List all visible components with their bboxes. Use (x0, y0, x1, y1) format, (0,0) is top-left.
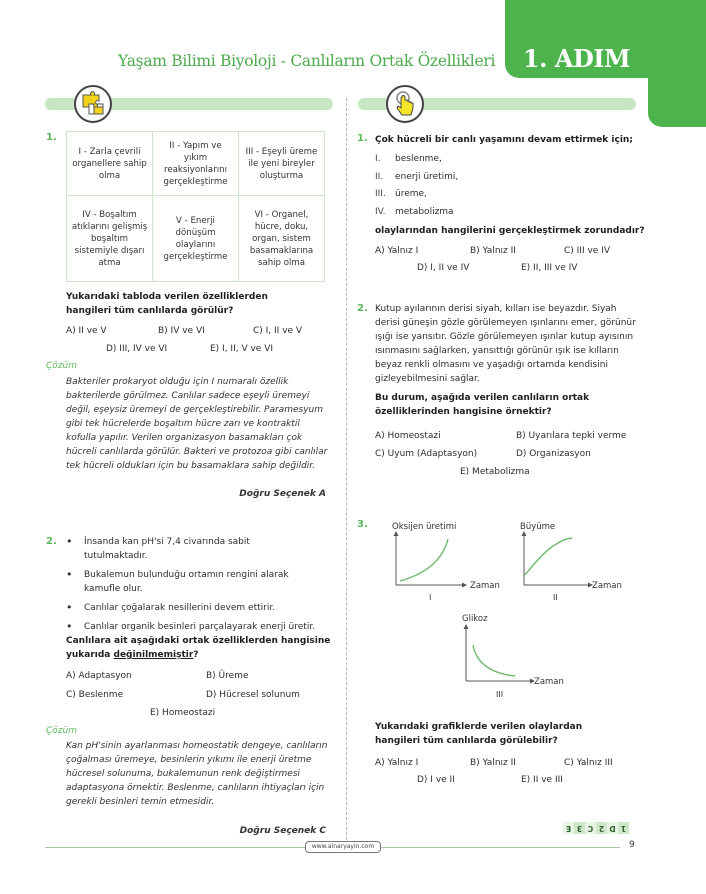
graph-2-id: II (553, 593, 558, 602)
graph-2-ylabel: Büyüme (520, 522, 556, 532)
list-item (375, 169, 458, 187)
option-b[interactable]: B) Yalnız II (470, 758, 516, 768)
step-label: 1. ADIM (522, 44, 631, 73)
answer-key-answer: E (563, 822, 574, 834)
option-c[interactable]: C) Uyum (Adaptasyon) (375, 449, 478, 459)
graphs-figure (360, 515, 640, 715)
option-e[interactable]: E) II ve III (521, 775, 563, 785)
option-a[interactable]: A) II ve V (66, 326, 107, 336)
list-text: üreme, (395, 189, 427, 199)
option-c[interactable]: C) Yalnız III (564, 758, 613, 768)
puzzle-icon (74, 85, 112, 123)
table-cell: V - Enerji dönüşüm olaylarını gerçekleştirme (153, 196, 239, 282)
answer-key-answer: D (607, 822, 618, 834)
list-item (375, 186, 458, 204)
graph-3-ylabel: Glikoz (462, 614, 488, 624)
answer-key-number: 2 (596, 822, 607, 834)
option-e[interactable]: E) Homeostazi (150, 708, 216, 718)
list-numeral: II. (375, 171, 384, 182)
question-emphasis: değinilmemiştir (113, 650, 194, 660)
graph-2 (520, 522, 622, 602)
option-e[interactable]: E) Metabolizma (460, 467, 530, 477)
step-tab-extension (648, 70, 706, 127)
list-numeral: IV. (375, 206, 386, 217)
page-number: 9 (629, 840, 635, 850)
question-number: 3. (357, 519, 368, 530)
features-table (66, 131, 325, 282)
question-main: Canlılara ait aşağıdaki ortak özelliklerden hangisine yukarıda (66, 636, 331, 660)
list-numeral: I. (375, 154, 381, 164)
option-a[interactable]: A) Adaptasyon (66, 671, 132, 681)
answer-key-answer: C (585, 822, 596, 834)
table-cell: III - Eşeyli üreme ile yeni bireyler oluşturma (239, 132, 325, 196)
option-a[interactable]: A) Homeostazi (375, 431, 441, 441)
statement-item: • İnsanda kan pH'si 7,4 civarında sabit tutulmaktadır. (66, 535, 281, 563)
question-text: olaylarından hangilerini gerçekleştirmek zorundadır? (375, 226, 645, 236)
option-d[interactable]: D) Hücresel solunum (206, 690, 300, 700)
option-b[interactable]: B) Yalnız II (470, 246, 516, 256)
statement-item: • Bukalemun bulunduğu ortamın rengini alarak kamufle olur. (66, 568, 326, 596)
list-text: metabolizma (395, 206, 454, 217)
graph-3-xlabel: Zaman (534, 677, 564, 687)
statement-list (66, 535, 341, 639)
solution-text: Bakteriler prokaryot olduğu için I numaralı özellik bakterilerde görülmez. Canlılar sadece eşeyli üremeyi değil, eşeysiz üremeyi de gerçekleştirebilir. Paramesyum gibi tek hücrelerde boşaltım hücre zarı ve kontraktil kofulla yapılır. Verilen organizasyon basamakları çok hücreli canlılarda görülür. Bakteri ve protozoa gibi canlılar tek hücreli oldukları için bu basamaklara sahip değildir. (66, 377, 328, 471)
option-d[interactable]: D) I ve II (417, 775, 455, 785)
question-number: 1. (46, 132, 57, 143)
question-number: 1. (357, 133, 368, 144)
option-d[interactable]: D) III, IV ve VI (106, 344, 168, 354)
answer-key-number: 1 (618, 822, 629, 834)
option-a[interactable]: A) Yalnız I (375, 246, 419, 256)
graph-1-id: I (429, 593, 432, 602)
option-c[interactable]: C) III ve IV (564, 246, 611, 256)
column-divider (346, 98, 347, 850)
graph-2-xlabel: Zaman (592, 581, 622, 591)
hand-pointer-icon (386, 85, 424, 123)
question-number: 2. (46, 536, 57, 547)
table-cell: VI - Organel, hücre, doku, organ, sistem basamaklarına sahip olma (239, 196, 325, 282)
option-c[interactable]: C) I, II ve V (253, 326, 303, 336)
graph-1 (392, 522, 500, 602)
question-text: Bu durum, aşağıda verilen canlıların ortak özelliklerinden hangisine örnektir? (375, 393, 590, 417)
website-link[interactable]: www.ainaryayin.com (305, 841, 381, 853)
passage-text: Kutup ayılarının derisi siyah, kılları ise beyazdır. Siyah derisi güneşin gözle görülemeyen ışınlarını emer, görünür ışığı ise yansıtır. Gözle görülemeyen ışınlar kutup ayısının ısınmasını sağlarken, yansıttığı görünür ışık ise kılların beyaz renkli olmasını ve yaşadığı ortamda kendisini gizleyebilmesini sağlar. (375, 304, 636, 384)
table-cell: IV - Boşaltım atıklarını gelişmiş boşaltım sistemiyle dışarı atma (67, 196, 153, 282)
option-b[interactable]: B) Üreme (206, 671, 249, 681)
option-b[interactable]: B) Uyarılara tepki verme (516, 431, 627, 441)
graph-3-curve (473, 645, 515, 676)
list-item (375, 151, 458, 169)
question-text: Yukarıdaki tabloda verilen özelliklerden hangileri tüm canlılarda görülür? (66, 292, 268, 316)
question-stem: Çok hücreli bir canlı yaşamını devam ettirmek için; (375, 135, 633, 145)
option-d[interactable]: D) I, II ve IV (417, 263, 470, 273)
graph-1-xlabel: Zaman (470, 581, 500, 591)
correct-answer: Doğru Seçenek C (239, 826, 326, 836)
graph-2-curve (525, 538, 572, 575)
numbered-list (375, 151, 458, 221)
question-number: 2. (357, 303, 368, 314)
question-text (66, 634, 338, 662)
list-text: beslenme, (395, 154, 442, 164)
answer-key (563, 822, 629, 834)
table-cell: I - Zarla çevrili organellere sahip olma (67, 132, 153, 196)
option-e[interactable]: E) I, II, V ve VI (210, 344, 274, 354)
list-numeral: III. (375, 189, 386, 199)
question-end: ? (193, 650, 199, 660)
option-d[interactable]: D) Organizasyon (516, 449, 591, 459)
graph-3-id: III (496, 690, 504, 699)
correct-answer: Doğru Seçenek A (239, 489, 326, 499)
list-item (375, 204, 458, 222)
solution-text: Kan pH'sinin ayarlanması homeostatik dengeye, canlıların çoğalması üremeye, besinlerin yıkımı ile enerji üretme hücresel solunuma, bukalemunun renk değiştirmesi adaptasyona örnektir. Beslenme, canlıların ihtiyaçları için gerekli besinleri temin etmesidir. (66, 741, 328, 807)
option-e[interactable]: E) II, III ve IV (521, 263, 578, 273)
table-cell: II - Yapım ve yıkım reaksiyonlarını gerçekleştirme (153, 132, 239, 196)
solution-label: Çözüm (46, 726, 77, 736)
graph-1-ylabel: Oksijen üretimi (392, 522, 457, 532)
solution-label: Çözüm (46, 361, 77, 371)
option-c[interactable]: C) Beslenme (66, 690, 124, 700)
statement-item: • Canlılar çoğalarak nesillerini devem ettirir. (66, 601, 341, 615)
answer-key-number: 3 (574, 822, 585, 834)
option-b[interactable]: B) IV ve VI (158, 326, 205, 336)
option-a[interactable]: A) Yalnız I (375, 758, 419, 768)
graph-1-curve (400, 539, 448, 581)
topic-title: Yaşam Bilimi Biyoloji - Canlıların Ortak Özellikleri (118, 52, 496, 70)
graph-3 (462, 614, 564, 699)
statement-item: • Canlılar organik besinleri parçalayarak enerji üretir. (66, 620, 341, 634)
question-text: Yukarıdaki grafiklerde verilen olaylardan hangileri tüm canlılarda görülebilir? (375, 722, 583, 746)
list-text: enerji üretimi, (395, 171, 459, 182)
